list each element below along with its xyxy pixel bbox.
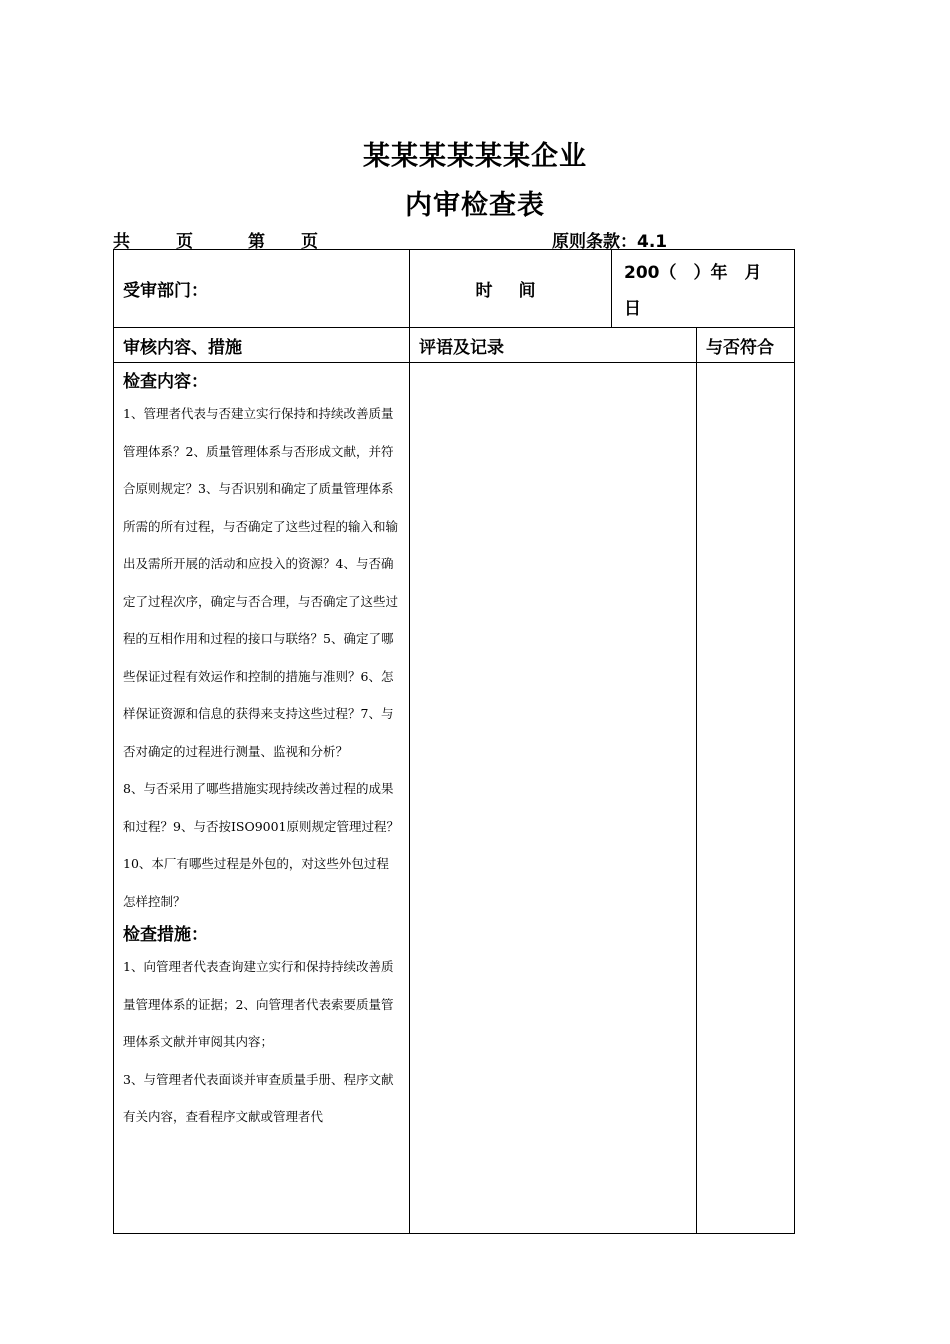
check-content-para-3: 10、本厂有哪些过程是外包的，对这些外包过程怎样控制？ [123, 856, 389, 909]
dept-label: 受审部门： [114, 250, 410, 328]
time-label: 时 间 [410, 250, 612, 328]
date-line-2: 日 [624, 299, 641, 319]
check-measures-para-2: 3、与管理者代表面谈并审查质量手册、程序文献有关内容，查看程序文献或管理者代 [123, 1071, 394, 1124]
column-header-row [114, 328, 795, 363]
check-content-heading: 检查内容： [123, 372, 208, 392]
col-content-header: 审核内容、措施 [114, 328, 410, 363]
audit-table [113, 249, 795, 1234]
body-row [114, 363, 795, 1234]
conform-cell[interactable] [697, 363, 795, 1234]
col-record-header: 评语及记录 [410, 328, 697, 363]
check-content-para-2: 8、与否采用了哪些措施实现持续改善过程的成果和过程？9、与否按ISO9001原则规定管理过程？ [123, 781, 400, 834]
date-line-1: 200（ ）年 月 [624, 263, 762, 283]
company-title: 某某某某某某企业 [363, 141, 587, 172]
meta-nth: 第 [248, 232, 265, 252]
meta-clause: 原则条款：4.1 [552, 232, 668, 252]
content-cell [114, 363, 410, 1234]
check-content-para-1: 1、管理者代表与否建立实行保持和持续改善质量管理体系？2、质量管理体系与否形成文献，并符合原则规定？3、与否识别和确定了质量管理体系所需的所有过程，与否确定了这些过程的输入和输出及需所开展的活动和应投入的资源？4、与否确定了过程次序，确定与否合理，与否确定了这些过程的互相作用和过程的接口与联络？5、确定了哪些保证过程有效运作和控制的措施与准则？6、怎样保证资源和信息的获得来支持这些过程？7、与否对确定的过程进行测量、监视和分析？ [123, 406, 399, 759]
form-title: 内审检查表 [405, 190, 545, 221]
meta-page-label-1: 页 [176, 232, 193, 252]
check-measures-heading: 检查措施： [123, 925, 208, 945]
meta-page-label-2: 页 [301, 232, 318, 252]
record-cell[interactable] [410, 363, 697, 1234]
meta-total: 共 [113, 232, 130, 252]
check-measures-para-1: 1、向管理者代表查询建立实行和保持持续改善质量管理体系的证据；2、向管理者代表索要质量管理体系文献并审阅其内容； [123, 959, 394, 1049]
date-field [612, 250, 795, 328]
header-row [114, 250, 795, 328]
col-conform-header: 与否符合 [697, 328, 795, 363]
